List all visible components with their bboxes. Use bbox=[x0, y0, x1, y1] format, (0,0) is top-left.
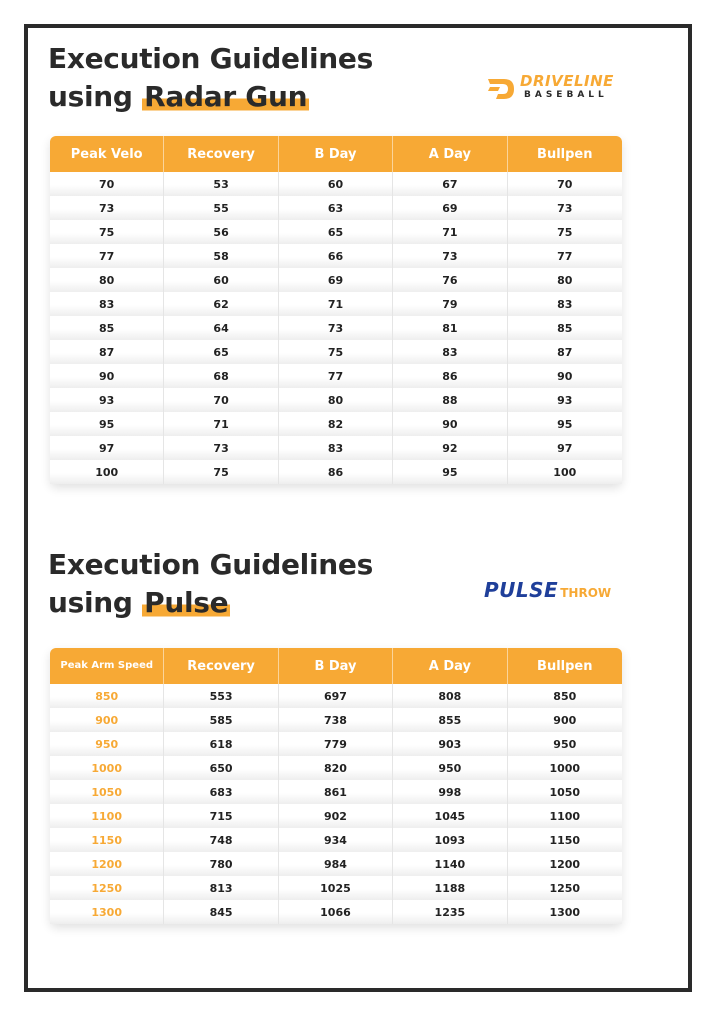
table-row bbox=[50, 780, 622, 804]
table-cell: 58 bbox=[164, 244, 278, 268]
table-cell: 69 bbox=[393, 196, 507, 220]
heading-highlight: Radar Gun bbox=[144, 80, 308, 113]
heading-prefix: using bbox=[48, 586, 143, 619]
table-cell: 77 bbox=[279, 364, 393, 388]
table-cell: 1140 bbox=[393, 852, 507, 876]
column-header: Recovery bbox=[164, 648, 278, 684]
table-row bbox=[50, 316, 622, 340]
table-cell: 70 bbox=[164, 388, 278, 412]
table-cell: 950 bbox=[393, 756, 507, 780]
table-cell: 1093 bbox=[393, 828, 507, 852]
driveline-logo-sub: BASEBALL bbox=[524, 90, 608, 100]
table-cell: 75 bbox=[164, 460, 278, 484]
column-header: Bullpen bbox=[508, 648, 622, 684]
table-cell: 56 bbox=[164, 220, 278, 244]
table-cell: 67 bbox=[393, 172, 507, 196]
table-cell: 984 bbox=[279, 852, 393, 876]
table-cell: 1188 bbox=[393, 876, 507, 900]
table-row bbox=[50, 292, 622, 316]
table-row bbox=[50, 684, 622, 708]
table-cell: 808 bbox=[393, 684, 507, 708]
table-cell: 97 bbox=[508, 436, 622, 460]
table-row bbox=[50, 756, 622, 780]
table-cell: 861 bbox=[279, 780, 393, 804]
table-cell: 900 bbox=[50, 708, 164, 732]
heading-line1: Execution Guidelines bbox=[48, 548, 373, 581]
pulse-logo-sub: THROW bbox=[560, 586, 612, 600]
column-header: B Day bbox=[279, 136, 393, 172]
table-cell: 618 bbox=[164, 732, 278, 756]
table-row bbox=[50, 220, 622, 244]
table-cell: 85 bbox=[508, 316, 622, 340]
table-cell: 73 bbox=[508, 196, 622, 220]
table-cell: 60 bbox=[279, 172, 393, 196]
table-cell: 855 bbox=[393, 708, 507, 732]
table-cell: 75 bbox=[279, 340, 393, 364]
table-cell: 82 bbox=[279, 412, 393, 436]
table-row bbox=[50, 732, 622, 756]
table-cell: 69 bbox=[279, 268, 393, 292]
radar-gun-heading bbox=[48, 40, 373, 116]
table-cell: 62 bbox=[164, 292, 278, 316]
table-cell: 93 bbox=[508, 388, 622, 412]
table-cell: 850 bbox=[50, 684, 164, 708]
driveline-logo-name: DRIVELINE bbox=[520, 72, 614, 90]
table-cell: 93 bbox=[50, 388, 164, 412]
table-cell: 86 bbox=[279, 460, 393, 484]
table-cell: 65 bbox=[279, 220, 393, 244]
heading-prefix: using bbox=[48, 80, 143, 113]
table-cell: 1250 bbox=[50, 876, 164, 900]
table-cell: 87 bbox=[508, 340, 622, 364]
table-cell: 83 bbox=[393, 340, 507, 364]
table-cell: 903 bbox=[393, 732, 507, 756]
table-cell: 1045 bbox=[393, 804, 507, 828]
table-cell: 85 bbox=[50, 316, 164, 340]
table-cell: 64 bbox=[164, 316, 278, 340]
table-row bbox=[50, 436, 622, 460]
table-cell: 1235 bbox=[393, 900, 507, 924]
table-row bbox=[50, 340, 622, 364]
column-header: A Day bbox=[393, 648, 507, 684]
table-cell: 1000 bbox=[50, 756, 164, 780]
heading-highlight: Pulse bbox=[144, 586, 229, 619]
table-cell: 83 bbox=[508, 292, 622, 316]
table-cell: 780 bbox=[164, 852, 278, 876]
table-cell: 55 bbox=[164, 196, 278, 220]
table-cell: 1000 bbox=[508, 756, 622, 780]
table-cell: 820 bbox=[279, 756, 393, 780]
table-cell: 79 bbox=[393, 292, 507, 316]
table-row bbox=[50, 708, 622, 732]
table-cell: 100 bbox=[50, 460, 164, 484]
table-cell: 650 bbox=[164, 756, 278, 780]
table-cell: 65 bbox=[164, 340, 278, 364]
table-cell: 1025 bbox=[279, 876, 393, 900]
table-cell: 73 bbox=[393, 244, 507, 268]
table-cell: 90 bbox=[393, 412, 507, 436]
table-cell: 83 bbox=[50, 292, 164, 316]
table-cell: 97 bbox=[50, 436, 164, 460]
table-row bbox=[50, 196, 622, 220]
radar-gun-table bbox=[50, 136, 622, 484]
table-cell: 90 bbox=[50, 364, 164, 388]
table-cell: 1066 bbox=[279, 900, 393, 924]
column-header: Peak Arm Speed bbox=[50, 648, 164, 684]
table-row bbox=[50, 852, 622, 876]
table-cell: 553 bbox=[164, 684, 278, 708]
table-cell: 60 bbox=[164, 268, 278, 292]
table-cell: 83 bbox=[279, 436, 393, 460]
table-cell: 71 bbox=[393, 220, 507, 244]
table-cell: 77 bbox=[508, 244, 622, 268]
table-cell: 585 bbox=[164, 708, 278, 732]
column-header: B Day bbox=[279, 648, 393, 684]
table-cell: 813 bbox=[164, 876, 278, 900]
table-cell: 1250 bbox=[508, 876, 622, 900]
table-cell: 70 bbox=[50, 172, 164, 196]
table-cell: 850 bbox=[508, 684, 622, 708]
column-header: A Day bbox=[393, 136, 507, 172]
table-cell: 90 bbox=[508, 364, 622, 388]
table-cell: 95 bbox=[50, 412, 164, 436]
table-cell: 1050 bbox=[50, 780, 164, 804]
table-cell: 63 bbox=[279, 196, 393, 220]
table-row bbox=[50, 900, 622, 924]
table-cell: 95 bbox=[508, 412, 622, 436]
table-cell: 80 bbox=[279, 388, 393, 412]
heading-line1: Execution Guidelines bbox=[48, 42, 373, 75]
table-cell: 81 bbox=[393, 316, 507, 340]
table-cell: 80 bbox=[508, 268, 622, 292]
table-row bbox=[50, 388, 622, 412]
table-cell: 1100 bbox=[50, 804, 164, 828]
table-cell: 1200 bbox=[50, 852, 164, 876]
table-cell: 71 bbox=[279, 292, 393, 316]
table-cell: 71 bbox=[164, 412, 278, 436]
table-cell: 1150 bbox=[508, 828, 622, 852]
table-row bbox=[50, 876, 622, 900]
table-cell: 1300 bbox=[508, 900, 622, 924]
pulse-table bbox=[50, 648, 622, 924]
table-cell: 738 bbox=[279, 708, 393, 732]
pulse-heading bbox=[48, 546, 373, 622]
column-header: Recovery bbox=[164, 136, 278, 172]
table-cell: 998 bbox=[393, 780, 507, 804]
driveline-swoosh-icon bbox=[486, 74, 516, 104]
table-cell: 100 bbox=[508, 460, 622, 484]
table-cell: 1100 bbox=[508, 804, 622, 828]
table-cell: 697 bbox=[279, 684, 393, 708]
table-cell: 70 bbox=[508, 172, 622, 196]
table-cell: 683 bbox=[164, 780, 278, 804]
table-cell: 845 bbox=[164, 900, 278, 924]
table-cell: 86 bbox=[393, 364, 507, 388]
table-row bbox=[50, 244, 622, 268]
table-cell: 77 bbox=[50, 244, 164, 268]
table-row bbox=[50, 828, 622, 852]
table-row bbox=[50, 364, 622, 388]
table-cell: 88 bbox=[393, 388, 507, 412]
table-cell: 80 bbox=[50, 268, 164, 292]
table-row bbox=[50, 172, 622, 196]
table-cell: 715 bbox=[164, 804, 278, 828]
table-row bbox=[50, 460, 622, 484]
table-cell: 95 bbox=[393, 460, 507, 484]
table-cell: 92 bbox=[393, 436, 507, 460]
table-cell: 748 bbox=[164, 828, 278, 852]
table-cell: 1200 bbox=[508, 852, 622, 876]
table-cell: 68 bbox=[164, 364, 278, 388]
table-cell: 1150 bbox=[50, 828, 164, 852]
table-row bbox=[50, 268, 622, 292]
table-cell: 950 bbox=[50, 732, 164, 756]
table-row bbox=[50, 412, 622, 436]
column-header: Peak Velo bbox=[50, 136, 164, 172]
table-cell: 1050 bbox=[508, 780, 622, 804]
table-row bbox=[50, 804, 622, 828]
table-cell: 900 bbox=[508, 708, 622, 732]
pulse-throw-logo bbox=[484, 578, 620, 606]
table-cell: 53 bbox=[164, 172, 278, 196]
table-cell: 73 bbox=[164, 436, 278, 460]
table-cell: 934 bbox=[279, 828, 393, 852]
table-cell: 75 bbox=[50, 220, 164, 244]
table-cell: 902 bbox=[279, 804, 393, 828]
pulse-logo-name: PULSE bbox=[484, 578, 559, 602]
table-cell: 73 bbox=[50, 196, 164, 220]
table-cell: 950 bbox=[508, 732, 622, 756]
table-cell: 73 bbox=[279, 316, 393, 340]
table-cell: 779 bbox=[279, 732, 393, 756]
table-cell: 1300 bbox=[50, 900, 164, 924]
driveline-logo bbox=[486, 72, 616, 108]
table-cell: 76 bbox=[393, 268, 507, 292]
column-header: Bullpen bbox=[508, 136, 622, 172]
table-cell: 66 bbox=[279, 244, 393, 268]
table-cell: 75 bbox=[508, 220, 622, 244]
table-cell: 87 bbox=[50, 340, 164, 364]
